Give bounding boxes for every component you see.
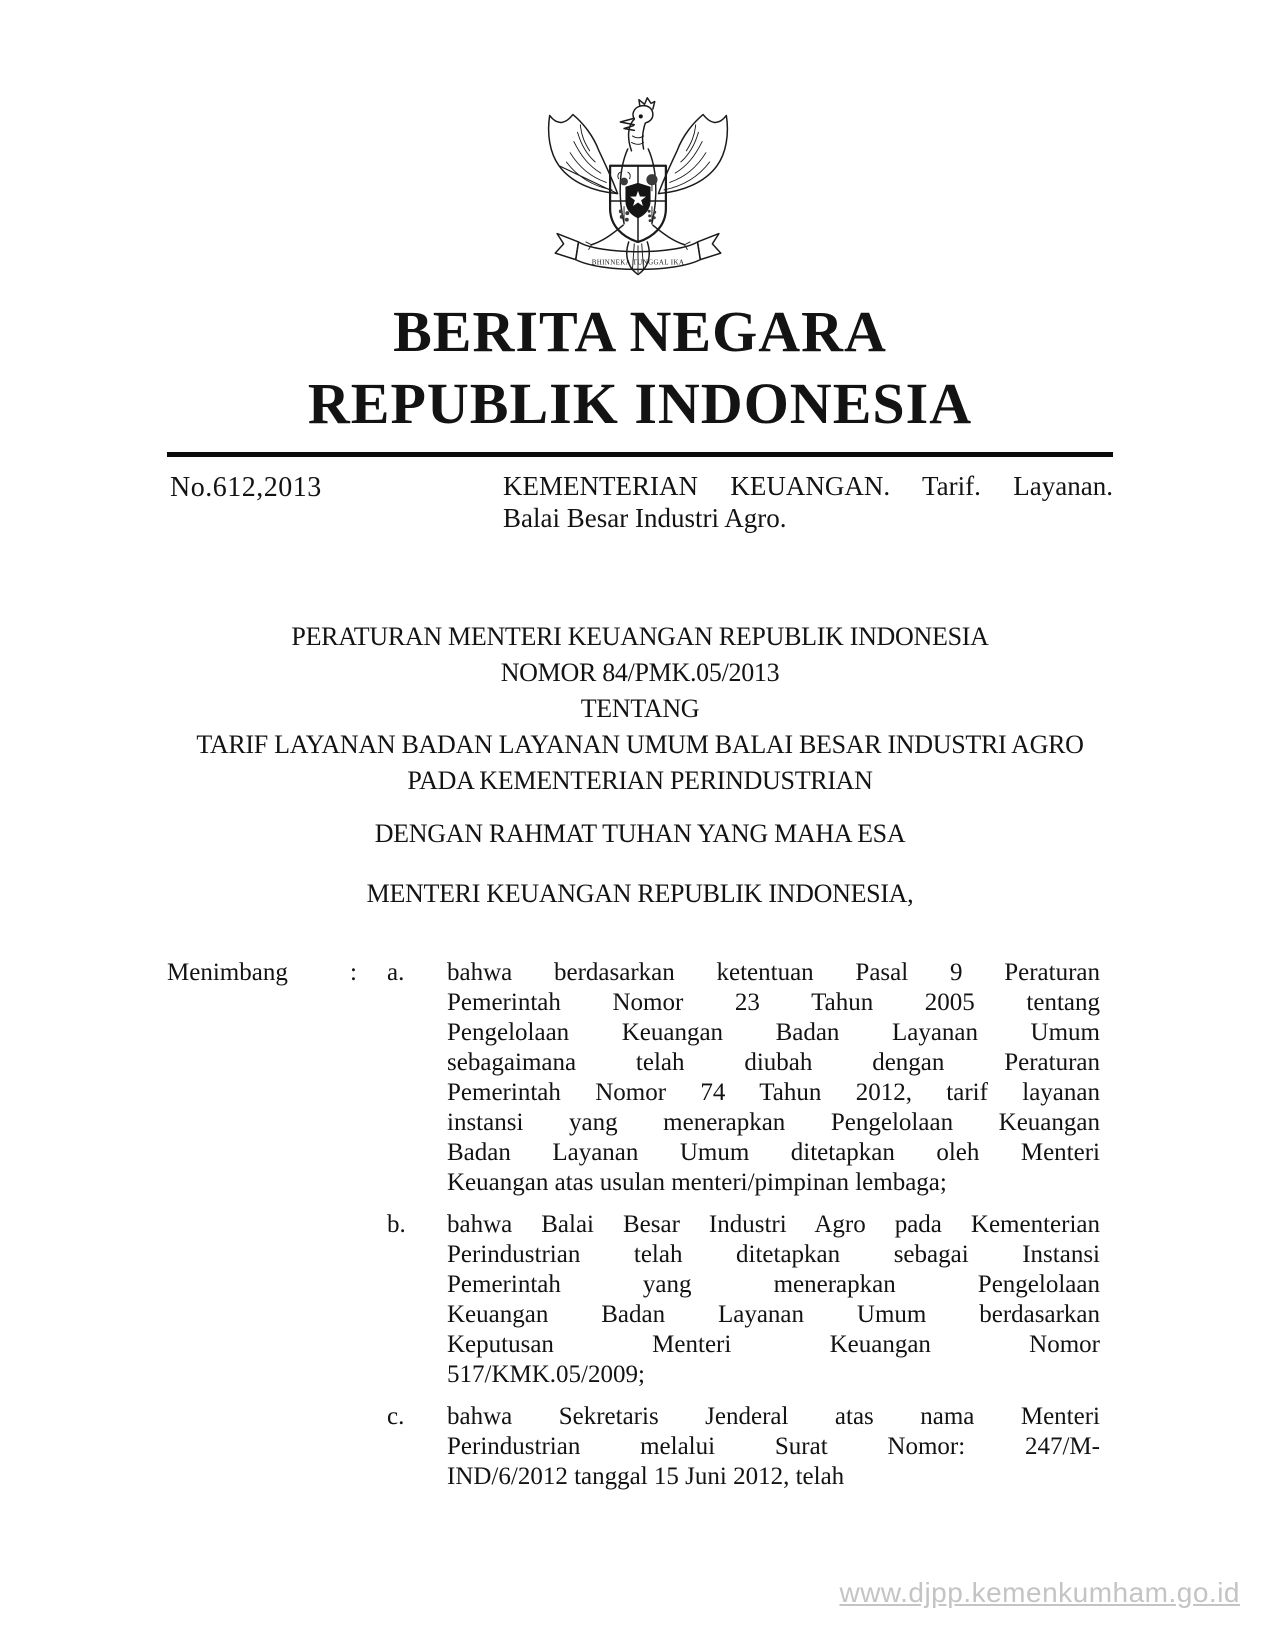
consideration-text-line: Keputusan Menteri Keuangan Nomor (447, 1331, 1100, 1358)
consideration-text-line: bahwa berdasarkan ketentuan Pasal 9 Peraturan (447, 959, 1100, 986)
consideration-item (387, 1402, 1100, 1492)
gazette-abstract-line: Balai Besar Industri Agro. (503, 503, 787, 533)
gazette-number: No.612,2013 (170, 472, 322, 503)
invocation-line: DENGAN RAHMAT TUHAN YANG MAHA ESA (374, 819, 906, 848)
consideration-item-marker: a. (387, 959, 405, 986)
consideration-text-line: bahwa Balai Besar Industri Agro pada Kementerian (447, 1211, 1100, 1238)
consideration-text-line: IND/6/2012 tanggal 15 Juni 2012, telah (447, 1463, 845, 1490)
consideration-text-line: Badan Layanan Umum ditetapkan oleh Menteri (447, 1139, 1100, 1166)
consideration-text-line: Pemerintah Nomor 23 Tahun 2005 tentang (447, 989, 1100, 1016)
consideration-item-text (447, 958, 1100, 1198)
consideration-text-line: Pengelolaan Keuangan Badan Layanan Umum (447, 1019, 1100, 1046)
regulation-title-line: TARIF LAYANAN BADAN LAYANAN UMUM BALAI BESAR INDUSTRI AGRO (196, 730, 1084, 759)
authority-line: MENTERI KEUANGAN REPUBLIK INDONESIA, (366, 879, 914, 908)
watermark-url: www.djpp.kemenkumham.go.id (839, 1577, 1240, 1608)
consideration-item-marker: c. (387, 1403, 405, 1430)
consideration-text-line: Keuangan atas usulan menteri/pimpinan lembaga; (447, 1169, 947, 1196)
garuda-emblem-drawing (545, 94, 731, 296)
regulation-title-line: PERATURAN MENTERI KEUANGAN REPUBLIK INDONESIA (291, 622, 989, 651)
consideration-text-line: 517/KMK.05/2009; (447, 1361, 645, 1388)
considerations-colon: : (350, 959, 357, 986)
consideration-text-line: Pemerintah yang menerapkan Pengelolaan (447, 1271, 1100, 1298)
consideration-item-text (447, 1210, 1100, 1390)
consideration-text-line: Perindustrian melalui Surat Nomor: 247/M- (447, 1433, 1100, 1460)
regulation-title-line: TENTANG (580, 694, 700, 723)
masthead-line-1: BERITA NEGARA (393, 299, 887, 364)
garuda-pancasila-emblem (545, 94, 731, 296)
consideration-text-line: bahwa Sekretaris Jenderal atas nama Menteri (447, 1403, 1100, 1430)
considerations-label: Menimbang (167, 959, 288, 986)
consideration-item-marker: b. (387, 1211, 406, 1238)
considerations-items (387, 958, 1100, 1504)
masthead-rule (167, 452, 1113, 457)
consideration-item (387, 1210, 1100, 1390)
consideration-text-line: Perindustrian telah ditetapkan sebagai Instansi (447, 1241, 1100, 1268)
consideration-item-text (447, 1402, 1100, 1492)
gazette-abstract (503, 470, 1113, 534)
masthead-line-2: REPUBLIK INDONESIA (307, 371, 973, 436)
tree-symbol (646, 174, 657, 185)
bull-symbol (620, 178, 628, 186)
regulation-title-block (167, 619, 1113, 799)
gazette-abstract-line: KEMENTERIAN KEUANGAN. Tarif. Layanan. (503, 471, 1113, 501)
consideration-text-line: instansi yang menerapkan Pengelolaan Keuangan (447, 1109, 1100, 1136)
eagle-head (620, 98, 654, 151)
consideration-item (387, 958, 1100, 1198)
regulation-title-line: PADA KEMENTERIAN PERINDUSTRIAN (407, 766, 873, 795)
motto-text: BHINNEKA TUNGGAL IKA (591, 258, 685, 267)
regulation-title-line: NOMOR 84/PMK.05/2013 (500, 658, 780, 687)
left-wing (549, 115, 618, 194)
consideration-text-line: Pemerintah Nomor 74 Tahun 2012, tarif layanan (447, 1079, 1100, 1106)
consideration-text-line: Keuangan Badan Layanan Umum berdasarkan (447, 1301, 1100, 1328)
consideration-text-line: sebagaimana telah diubah dengan Peraturan (447, 1049, 1100, 1076)
pancasila-shield (610, 166, 666, 242)
